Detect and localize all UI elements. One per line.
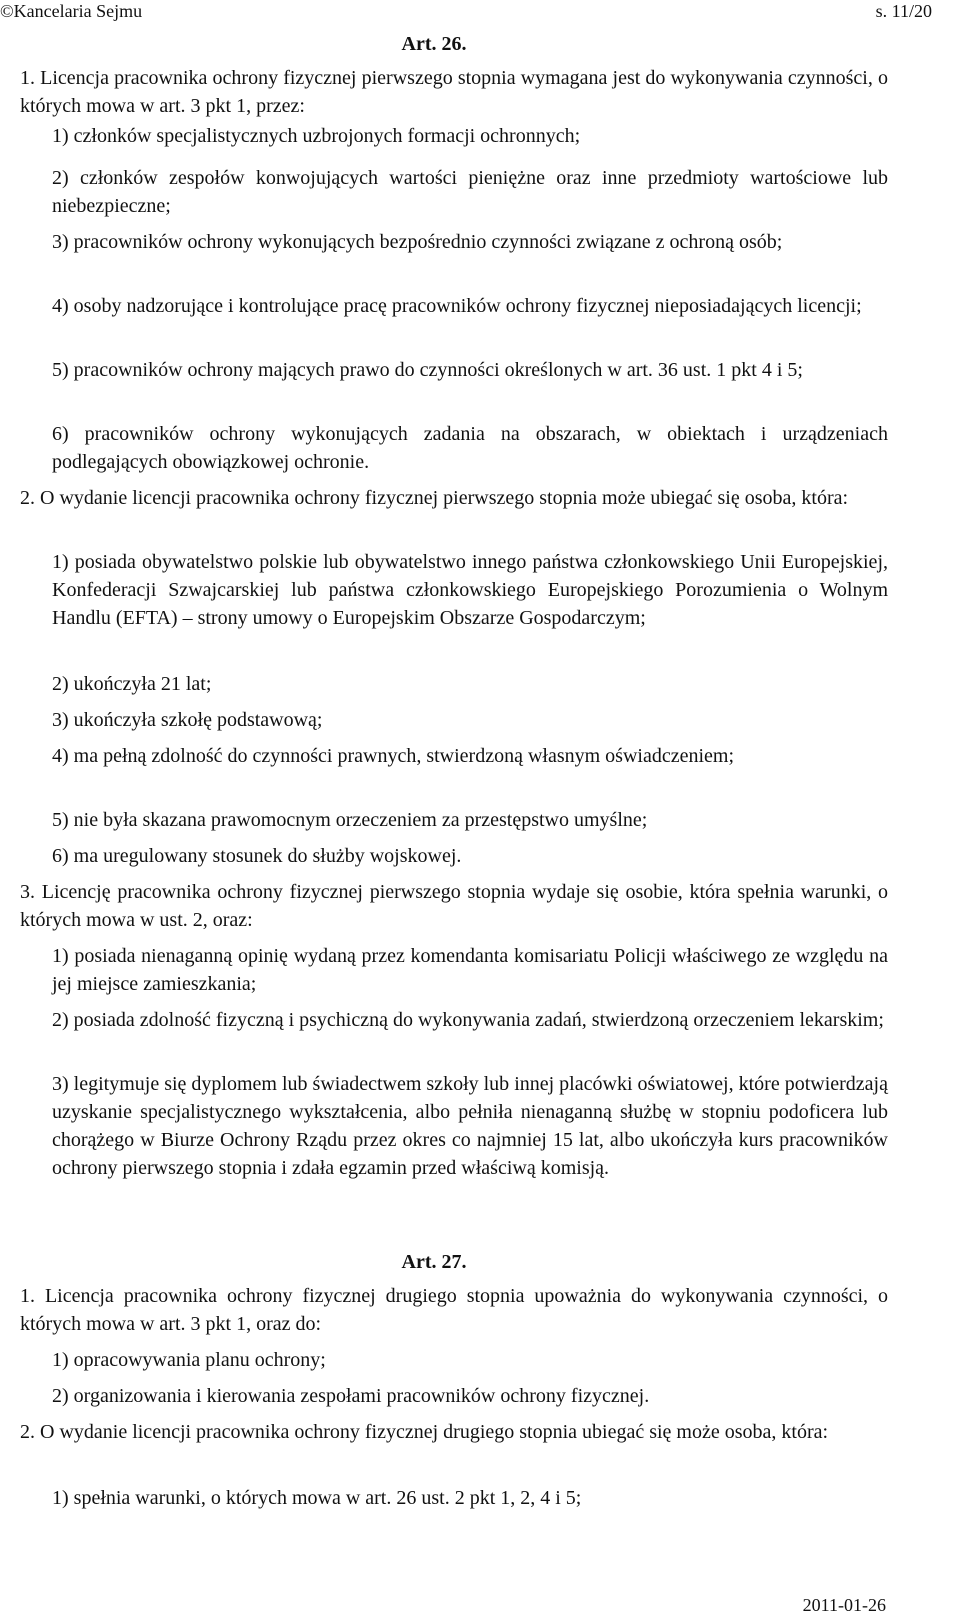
art26-p2-item-3: 3) ukończyła szkołę podstawową;: [52, 709, 323, 731]
art26-p1-item-1: 1) członków specjalistycznych uzbrojonych formacji ochronnych;: [52, 125, 581, 147]
header-copyright: ©Kancelaria Sejmu: [0, 1, 143, 21]
art26-p2-item-5: 5) nie była skazana prawomocnym orzeczeniem za przestępstwo umyślne;: [52, 809, 648, 831]
art26-p1-item-5: 5) pracowników ochrony mających prawo do czynności określonych w art. 36 ust. 1 pkt 4 i 5;: [52, 359, 803, 381]
art26-p2-item-2: 2) ukończyła 21 lat;: [52, 673, 212, 695]
art26-p3-item-3: 3) legitymuje się dyplomem lub świadectwem szkoły lub innej placówki oświatowej, które potwierdzają uzyskanie specjalistycznego wykształcenia, albo pełniła nienaganną służbę w stopniu podoficera lub chorążego w Biurze Ochrony Rządu przez okres co najmniej 15 lat, albo ukończyła kurs pracowników ochrony pierwszego stopnia i zdała egzamin przed właściwą komisją.: [52, 1073, 888, 1179]
art26-p2-item-1: 1) posiada obywatelstwo polskie lub obywatelstwo innego państwa członkowskiego Unii Europejskiej, Konfederacji Szwajcarskiej lub państwa członkowskiego Europejskiego Porozumienia o Wolnym Handlu (EFTA) – strony umowy o Europejskim Obszarze Gospodarczym;: [52, 551, 888, 629]
header-page-number: s. 11/20: [875, 1, 932, 21]
art26-p1-item-6: 6) pracowników ochrony wykonujących zadania na obszarach, w obiektach i urządzeniach podlegających obowiązkowej ochronie.: [52, 423, 888, 473]
art27-p1-item-1: 1) opracowywania planu ochrony;: [52, 1349, 326, 1371]
art26-paragraph-1: 1. Licencja pracownika ochrony fizycznej pierwszego stopnia wymagana jest do wykonywania czynności, o których mowa w art. 3 pkt 1, przez:: [20, 67, 888, 117]
art26-paragraph-3: 3. Licencję pracownika ochrony fizycznej pierwszego stopnia wydaje się osobie, która spełnia warunki, o których mowa w ust. 2, oraz:: [20, 881, 888, 931]
art26-p1-item-4: 4) osoby nadzorujące i kontrolujące pracę pracowników ochrony fizycznej nieposiadających licencji;: [52, 295, 862, 317]
article-27-title: Art. 27.: [401, 1251, 467, 1273]
art26-paragraph-2: 2. O wydanie licencji pracownika ochrony fizycznej pierwszego stopnia może ubiegać się osoba, która:: [20, 487, 849, 509]
art27-paragraph-1: 1. Licencja pracownika ochrony fizycznej drugiego stopnia upoważnia do wykonywania czynności, o których mowa w art. 3 pkt 1, oraz do:: [20, 1285, 888, 1335]
art27-paragraph-2: 2. O wydanie licencji pracownika ochrony fizycznej drugiego stopnia ubiegać się może osoba, która:: [20, 1421, 829, 1443]
art27-p2-item-1: 1) spełnia warunki, o których mowa w art. 26 ust. 2 pkt 1, 2, 4 i 5;: [52, 1487, 582, 1509]
art26-p2-item-6: 6) ma uregulowany stosunek do służby wojskowej.: [52, 845, 462, 867]
art26-p1-item-3: 3) pracowników ochrony wykonujących bezpośrednio czynności związane z ochroną osób;: [52, 231, 783, 253]
article-26-title: Art. 26.: [401, 33, 467, 55]
art26-p3-item-1: 1) posiada nienaganną opinię wydaną przez komendanta komisariatu Policji właściwego ze względu na jej miejsce zamieszkania;: [52, 945, 888, 995]
footer-date: 2011-01-26: [802, 1595, 886, 1615]
art26-p2-item-4: 4) ma pełną zdolność do czynności prawnych, stwierdzoną własnym oświadczeniem;: [52, 745, 735, 767]
art26-p3-item-2: 2) posiada zdolność fizyczną i psychiczną do wykonywania zadań, stwierdzoną orzeczeniem lekarskim;: [52, 1009, 884, 1031]
art26-p1-item-2: 2) członków zespołów konwojujących wartości pieniężne oraz inne przedmioty wartościowe lub niebezpieczne;: [52, 167, 888, 217]
art27-p1-item-2: 2) organizowania i kierowania zespołami pracowników ochrony fizycznej.: [52, 1385, 650, 1407]
